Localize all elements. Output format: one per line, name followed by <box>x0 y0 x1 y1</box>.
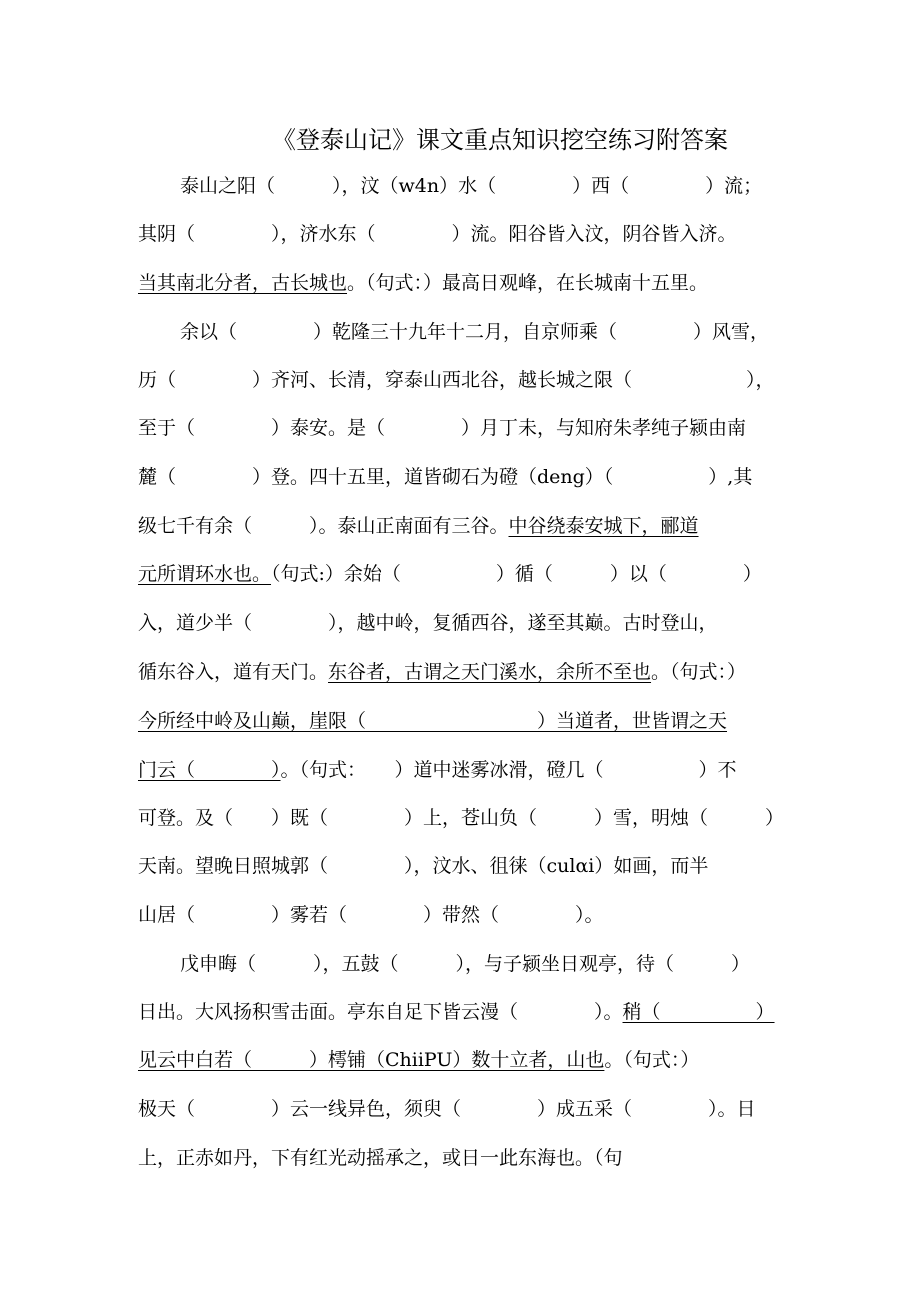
text-line-11: 循东谷入，道有天门。东谷者，古谓之天门溪水，余所不至也。（句式：） <box>138 661 747 683</box>
text-line-17: 戊申晦（ ），五鼓（ ），与子颍坐日观亭，待（ ） <box>180 953 751 975</box>
text-line-3: 当其南北分者，古长城也。（句式：）最高日观峰，在长城南十五里。 <box>138 272 709 294</box>
text-line-5: 历（ ）齐河、长清，穿泰山西北谷，越长城之限（ ）， <box>138 369 775 391</box>
underlined-sentence: 东谷者，古谓之天门溪水，余所不至也 <box>328 661 652 683</box>
underlined-sentence: 见云中白若（ ）樗铺（ChiiPU）数十立者，山也 <box>138 1049 605 1071</box>
text-line-8: 级七千有余（ ）。泰山正南面有三谷。中谷绕泰安城下，郦道 <box>138 515 699 537</box>
text-line-20: 极天（ ）云一线异色，须臾（ ）成五采（ ）。日 <box>138 1098 756 1120</box>
text-line-14: 可登。及（ ）既（ ）上，苍山负（ ）雪，明烛（ ） <box>138 807 785 829</box>
underlined-sentence: 门云（ ） <box>138 759 281 781</box>
text-line-2: 其阴（ ），济水东（ ）流。阳谷皆入汶，阴谷皆入济。 <box>138 223 737 245</box>
underlined-sentence: 中谷绕泰安城下，郦道 <box>508 515 699 537</box>
text-line-10: 入，道少半（ ），越中岭，复循西谷，遂至其巅。古时登山， <box>138 612 718 634</box>
underlined-sentence: 当其南北分者，古长城也 <box>138 272 348 294</box>
underlined-sentence: 稍（ ） <box>622 1001 775 1023</box>
underlined-sentence: 今所经中岭及山巅，崖限（ ）当道者，世皆谓之天 <box>138 710 728 732</box>
text-line-15: 天南。望晚日照城郭（ ），汶水、徂徕（culαi）如画，而半 <box>138 855 709 877</box>
text-line-7: 麓（ ）登。四十五里，道皆砌石为磴（deng）（ ）,其 <box>138 466 753 488</box>
text-line-12 <box>138 707 727 735</box>
underlined-sentence: 元所谓环水也。 <box>138 563 272 585</box>
text-line-1: 泰山之阳（ ），汶（w4n）水（ ）西（ ）流； <box>180 175 763 197</box>
text-line-18: 日出。大风扬积雪击面。亭东自足下皆云漫（ ）。稍（ ） <box>138 1001 775 1023</box>
text-line-19: 见云中白若（ ）樗铺（ChiiPU）数十立者，山也。（句式：） <box>138 1049 700 1071</box>
document-title: 《登泰山记》课文重点知识挖空练习附答案 <box>272 126 728 154</box>
text-line-6: 至于（ ）泰安。是（ ）月丁未，与知府朱孝纯子颍由南 <box>138 417 747 439</box>
text-line-21: 上，正赤如丹，下有红光动摇承之，或日一此东海也。（句 <box>138 1147 623 1169</box>
text-line-9: 元所谓环水也。（句式:）余始（ ）循（ ）以（ ） <box>138 563 762 585</box>
text-line-16: 山居（ ）雾若（ ）带然（ ）。 <box>138 904 604 926</box>
text-line-13: 门云（ ）。（句式： ）道中迷雾冰滑，磴几（ ）不 <box>138 759 737 781</box>
text-line-4: 余以（ ）乾隆三十九年十二月，自京师乘（ ）风雪， <box>180 321 770 343</box>
